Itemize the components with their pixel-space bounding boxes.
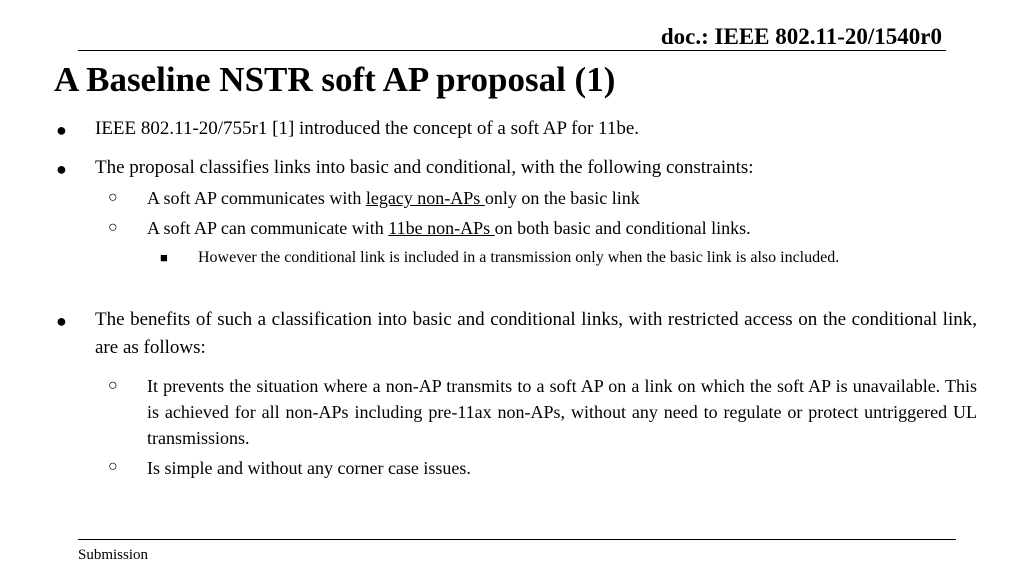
sub-sub-bullet-marker: ■ (160, 250, 168, 265)
11be-non-aps-link[interactable]: 11be non-APs (388, 218, 495, 238)
slide-title: A Baseline NSTR soft AP proposal (1) (54, 60, 616, 99)
bullet-marker: ● (56, 311, 67, 331)
sub-bullet-suffix: on both basic and conditional links. (494, 218, 751, 238)
sub-bullet-text: It prevents the situation where a non-AP transmits to a soft AP on a link on which the soft AP is unavailable. This is achieved for all non-APs including pre-11ax non-APs, without any need to regulate or protect untriggered UL transmissions. (147, 376, 977, 448)
footer-divider (78, 539, 956, 540)
bullet-marker: ● (56, 159, 67, 179)
sub-bullet-text: Is simple and without any corner case issues. (147, 458, 471, 478)
header-divider (78, 50, 946, 51)
bullet-text: IEEE 802.11-20/755r1 [1] introduced the concept of a soft AP for 11be. (95, 118, 639, 139)
sub-sub-bullet-text: However the conditional link is included in a transmission only when the basic link is also included. (198, 249, 840, 266)
doc-id-header: doc.: IEEE 802.11-20/1540r0 (660, 24, 942, 49)
sub-bullet-marker: ○ (108, 219, 118, 236)
sub-bullet-marker: ○ (108, 377, 118, 394)
bullet-text: The benefits of such a classification into basic and conditional links, with restricted access on the conditional link, are as follows: (95, 309, 977, 358)
footer-label: Submission (78, 547, 149, 563)
sub-bullet-marker: ○ (108, 458, 118, 475)
bullet-text: The proposal classifies links into basic and conditional, with the following constraints: (95, 157, 754, 178)
sub-bullet-suffix: only on the basic link (484, 188, 640, 208)
sub-bullet-prefix: A soft AP communicates with (147, 188, 366, 208)
legacy-non-aps-link[interactable]: legacy non-APs (365, 188, 485, 208)
sub-bullet-text (147, 215, 977, 241)
bullet-marker: ● (56, 120, 67, 140)
sub-bullet-marker: ○ (108, 189, 118, 206)
sub-bullet-text (147, 185, 977, 211)
sub-bullet-prefix: A soft AP can communicate with (147, 218, 389, 238)
